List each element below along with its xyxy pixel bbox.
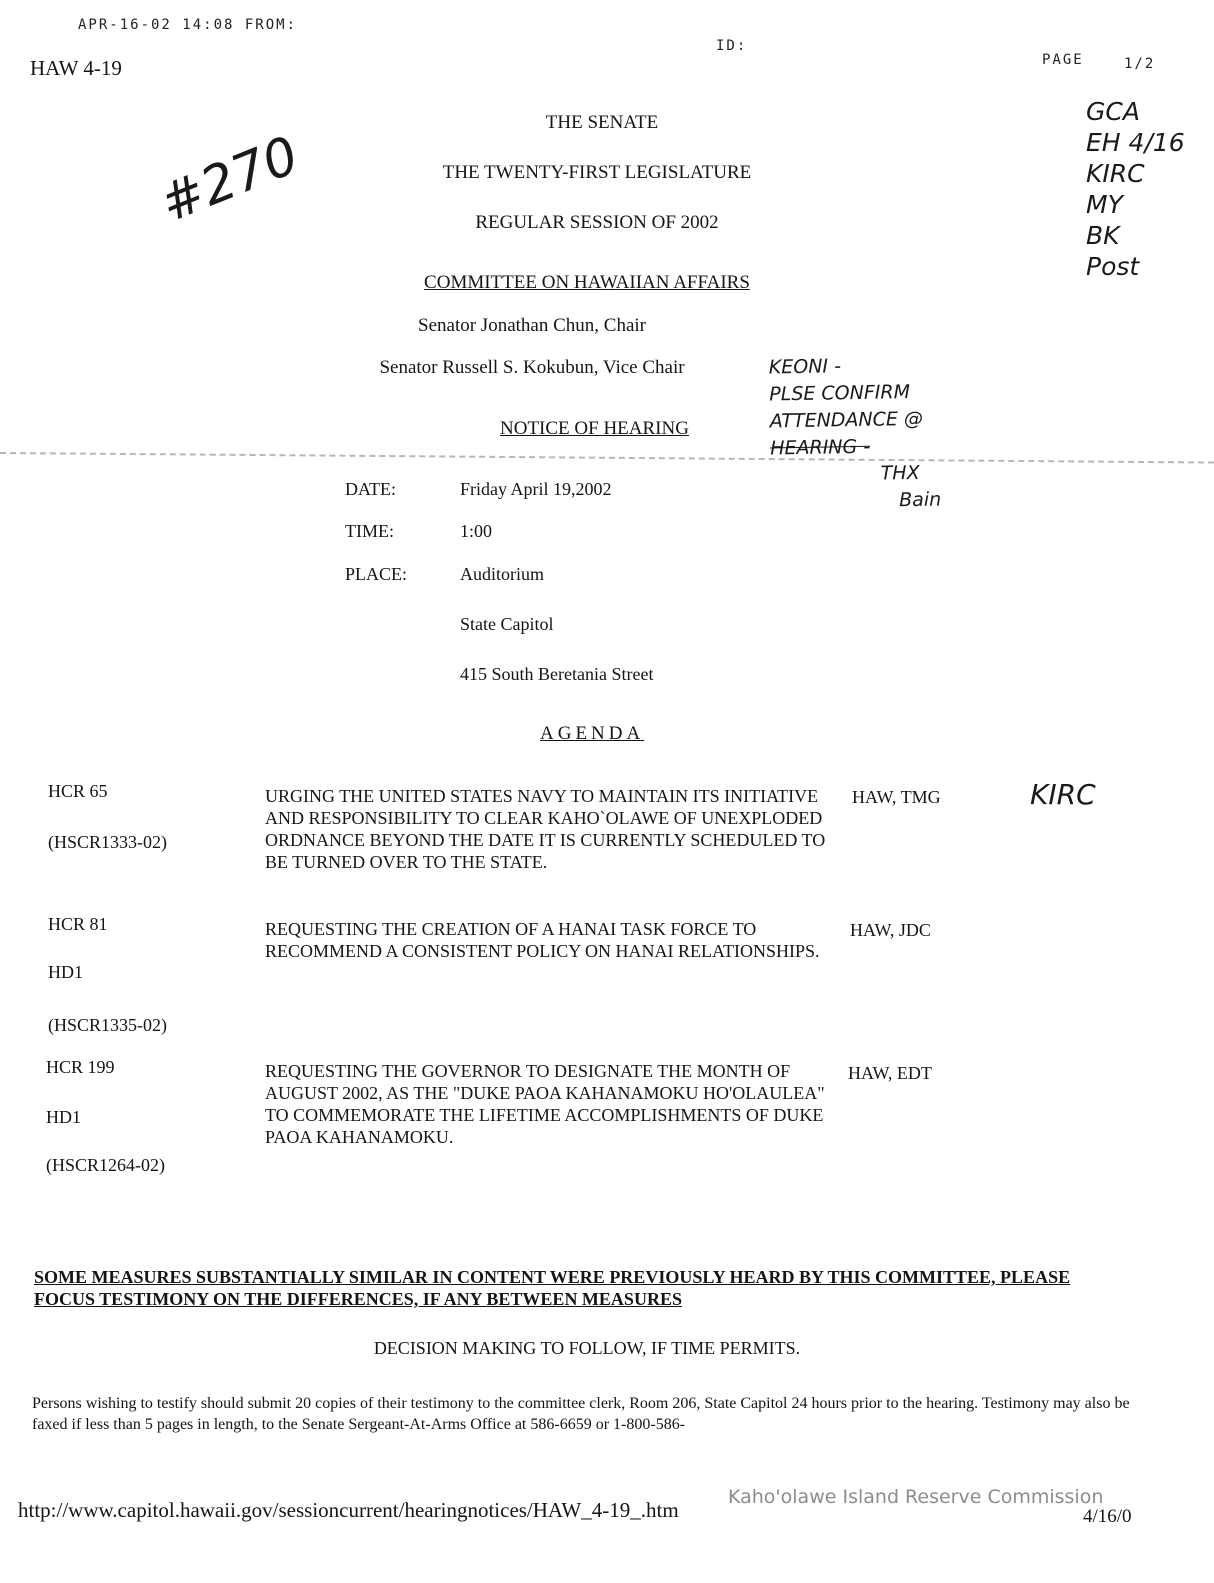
handwritten-note-line: THX	[880, 461, 920, 485]
scan-artifact-line	[0, 452, 1214, 464]
chair-name: Senator Jonathan Chun, Chair	[418, 315, 646, 336]
fax-page-label: PAGE	[1042, 52, 1084, 68]
agenda-committees: HAW, JDC	[850, 920, 931, 940]
handwritten-routing-line: KIRC	[1086, 159, 1145, 188]
fax-page-number: 1/2	[1124, 56, 1156, 72]
place-line: State Capitol	[460, 614, 554, 634]
agenda-draft: HD1	[46, 1107, 81, 1127]
page-url: http://www.capitol.hawaii.gov/sessioncurrent/hearingnotices/HAW_4-19_.htm	[18, 1498, 679, 1522]
legislature-title: THE TWENTY-FIRST LEGISLATURE	[442, 162, 752, 183]
date-value: Friday April 19,2002	[460, 479, 612, 499]
handwritten-agenda-mark: KIRC	[1030, 778, 1096, 811]
handwritten-routing-line: Post	[1086, 252, 1140, 281]
agenda-committees: HAW, TMG	[852, 787, 941, 807]
chamber-title: THE SENATE	[545, 112, 659, 133]
doc-code: HAW 4-19	[30, 56, 122, 80]
handwritten-number: #270	[151, 125, 307, 235]
time-label: TIME:	[345, 521, 394, 541]
place-line: Auditorium	[460, 564, 544, 584]
session-title: REGULAR SESSION OF 2002	[475, 212, 719, 233]
agenda-draft: HD1	[48, 962, 83, 982]
committee-title: COMMITTEE ON HAWAIIAN AFFAIRS	[424, 272, 750, 293]
agenda-measure: HCR 81	[48, 914, 108, 934]
print-date: 4/16/0	[1083, 1506, 1132, 1527]
handwritten-routing-line: EH 4/16	[1086, 128, 1185, 157]
fax-timestamp: APR-16-02 14:08 FROM:	[78, 17, 298, 33]
handwritten-note-line: HEARING -	[770, 435, 871, 460]
agenda-report: (HSCR1335-02)	[48, 1015, 168, 1035]
notice-heading: NOTICE OF HEARING	[500, 418, 689, 439]
watermark-text: Kaho'olawe Island Reserve Commission	[728, 1486, 1104, 1508]
agenda-description: REQUESTING THE GOVERNOR TO DESIGNATE THE MONTH OF AUGUST 2002, AS THE "DUKE PAOA KAHANAMOKU HO'OLAULEA" TO COMMEMORATE THE LIFETIME ACCOMPLISHMENTS OF DUKE PAOA KAHANAMOKU.	[265, 1061, 825, 1147]
fax-id-label: ID:	[716, 38, 748, 54]
similar-measures-notice: SOME MEASURES SUBSTANTIALLY SIMILAR IN CONTENT WERE PREVIOUSLY HEARD BY THIS COMMITTEE, PLEASE FOCUS TESTIMONY ON THE DIFFERENCES, IF ANY BETWEEN MEASURES	[34, 1267, 1071, 1309]
handwritten-note-line: ATTENDANCE @	[769, 407, 924, 433]
agenda-description: REQUESTING THE CREATION OF A HANAI TASK FORCE TO RECOMMEND A CONSISTENT POLICY ON HANAI RELATIONSHIPS.	[265, 919, 820, 961]
agenda-measure: HCR 199	[46, 1057, 115, 1077]
handwritten-note-line: Bain	[898, 488, 942, 512]
place-line: 415 South Beretania Street	[460, 664, 654, 684]
agenda-description: URGING THE UNITED STATES NAVY TO MAINTAIN ITS INITIATIVE AND RESPONSIBILITY TO CLEAR KAHO`OLAWE OF UNEXPLODED ORDNANCE BEYOND THE DATE IT IS CURRENTLY SCHEDULED TO BE TURNED OVER TO THE STATE.	[265, 786, 826, 872]
handwritten-note-line: KEONI -	[768, 355, 842, 379]
agenda-measure: HCR 65	[48, 781, 108, 801]
vice-chair-name: Senator Russell S. Kokubun, Vice Chair	[379, 357, 685, 378]
date-label: DATE:	[345, 479, 396, 499]
decision-note: DECISION MAKING TO FOLLOW, IF TIME PERMITS.	[373, 1338, 801, 1358]
handwritten-routing-line: BK	[1086, 221, 1120, 250]
testimony-instructions: Persons wishing to testify should submit 20 copies of their testimony to the committee clerk, Room 206, State Capitol 24 hours prior to the hearing. Testimony may also be faxed if less than 5 pages in length, to the Senate Sergeant-At-Arms Office at 586-6659 or 1-800-586-	[32, 1395, 1130, 1433]
agenda-report: (HSCR1264-02)	[46, 1155, 166, 1175]
handwritten-routing-line: MY	[1086, 190, 1123, 219]
agenda-report: (HSCR1333-02)	[48, 832, 168, 852]
agenda-committees: HAW, EDT	[848, 1063, 932, 1083]
time-value: 1:00	[460, 521, 493, 541]
place-label: PLACE:	[345, 564, 408, 584]
agenda-heading: AGENDA	[540, 723, 645, 744]
handwritten-note-line: PLSE CONFIRM	[769, 381, 911, 406]
handwritten-routing-line: GCA	[1086, 97, 1140, 126]
